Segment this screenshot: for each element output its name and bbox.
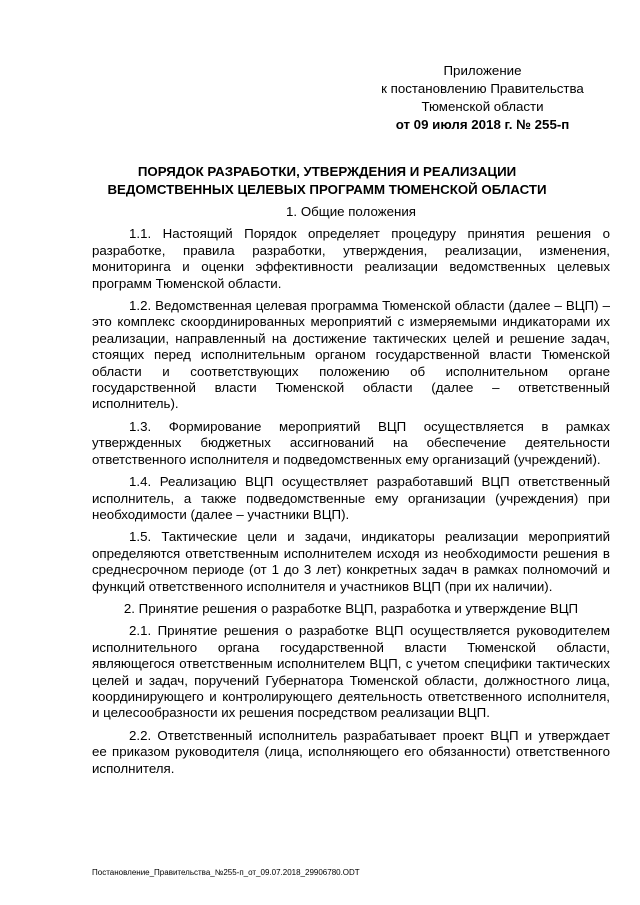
- appendix-line-3: Тюменской области: [421, 99, 544, 114]
- appendix-header: [350, 62, 615, 134]
- paragraph-1-5: 1.5. Тактические цели и задачи, индикаторы реализации мероприятий определяются ответственным исполнителем исходя из необходимости решения в среднесрочном периоде (от 1 до 3 лет) конкретных задач в рамках полномочий и функций ответственного исполнителя и участников ВЦП (при их наличии).: [92, 529, 610, 594]
- title-line-2: ВЕДОМСТВЕННЫХ ЦЕЛЕВЫХ ПРОГРАММ ТЮМЕНСКОЙ ОБЛАСТИ: [107, 182, 547, 197]
- document-footer: Постановление_Правительства_№255-п_от_09.07.2018_29906780.ODT: [92, 868, 360, 877]
- paragraph-1-2: 1.2. Ведомственная целевая программа Тюменской области (далее – ВЦП) – это комплекс скоординированных мероприятий с измеряемыми индикаторами их реализации, направленный на достижение тактических целей и решение задач, стоящих перед исполнительным органом государственной власти Тюменской области и соответствующих положению об исполнительном органе государственной власти Тюменской области (далее – ответственный исполнитель).: [92, 298, 610, 412]
- appendix-line-1: Приложение: [443, 63, 522, 78]
- section-heading-2: 2. Принятие решения о разработке ВЦП, разработка и утверждение ВЦП: [123, 600, 579, 616]
- appendix-line-2: к постановлению Правительства: [381, 81, 584, 96]
- appendix-line-4: от 09 июля 2018 г. № 255-п: [395, 117, 570, 132]
- paragraph-1-3: 1.3. Формирование мероприятий ВЦП осуществляется в рамках утвержденных бюджетных ассигнований на обеспечение деятельности ответственного исполнителя и подведомственных ему организаций (учреждений).: [92, 418, 610, 467]
- paragraph-2-1: 2.1. Принятие решения о разработке ВЦП осуществляется руководителем исполнительного органа государственной власти Тюменской области, являющегося ответственным исполнителем ВЦП, с учетом специфики тактических целей и задач, поручений Губернатора Тюменской области, должностного лица, координирующего и контролирующего деятельность ответственного исполнителя, и целесообразности их решения посредством реализации ВЦП.: [92, 623, 610, 721]
- paragraph-2-2: 2.2. Ответственный исполнитель разрабатывает проект ВЦП и утверждает ее приказом руководителя (лица, исполняющего его обязанности) ответственного исполнителя.: [92, 727, 610, 776]
- paragraph-1-1: 1.1. Настоящий Порядок определяет процедуру принятия решения о разработке, правила разработки, утверждения, реализации, изменения, мониторинга и оценки эффективности реализации ведомственных целевых программ Тюменской области.: [92, 226, 610, 291]
- title-line-1: ПОРЯДОК РАЗРАБОТКИ, УТВЕРЖДЕНИЯ И РЕАЛИЗАЦИИ: [137, 164, 517, 179]
- section-heading-1: 1. Общие положения: [286, 204, 416, 219]
- paragraph-1-4: 1.4. Реализацию ВЦП осуществляет разработавший ВЦП ответственный исполнитель, а также подведомственные ему организации (учреждения) при необходимости (далее – участники ВЦП).: [92, 474, 610, 522]
- document-body: [92, 204, 610, 783]
- document-title: [92, 163, 562, 199]
